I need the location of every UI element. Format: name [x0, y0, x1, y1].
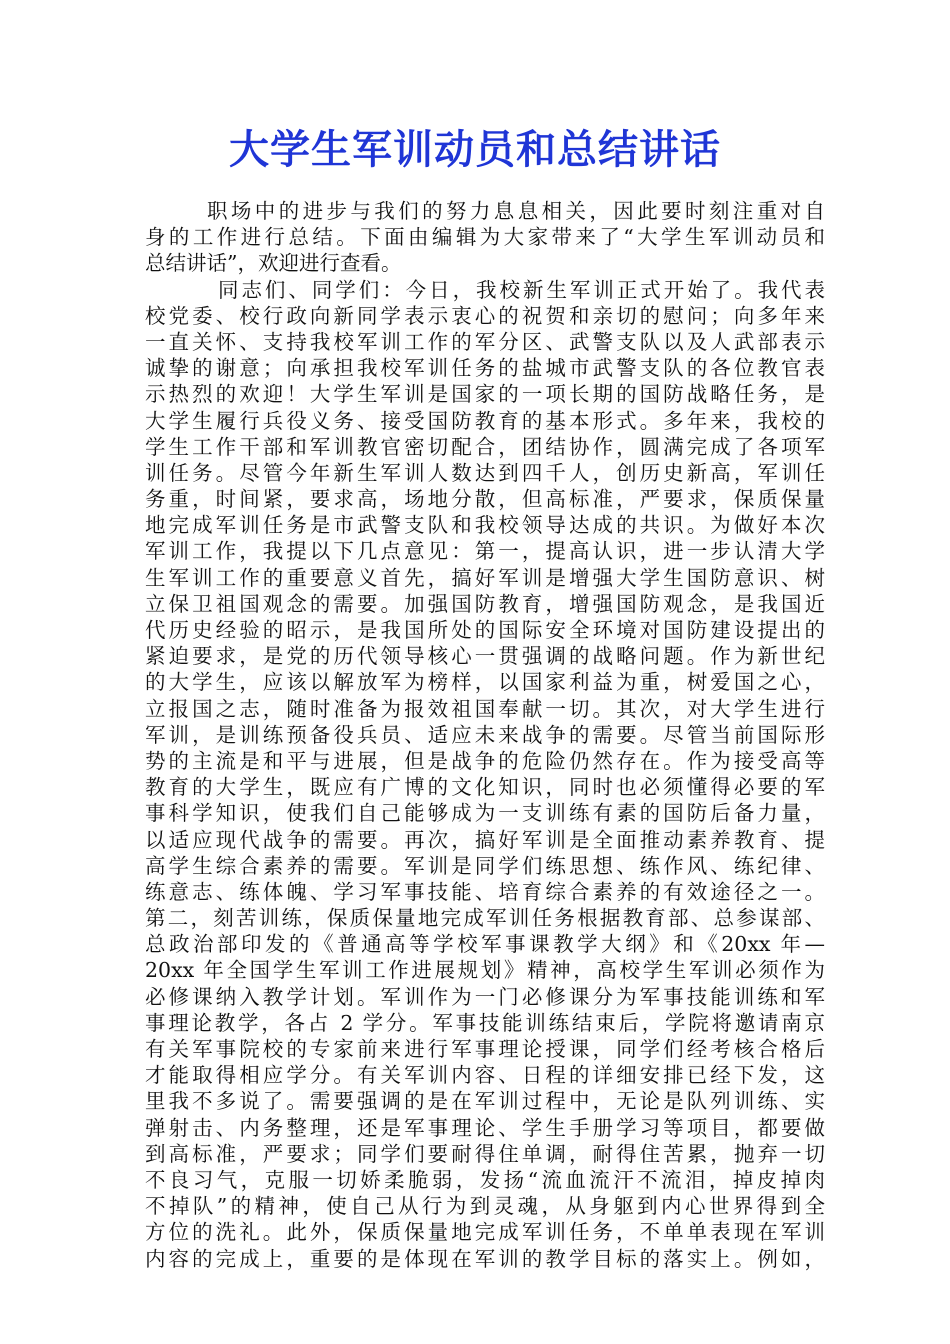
body-line: 学生工作干部和军训教官密切配合，团结协作，圆满完成了各项军 — [145, 434, 825, 459]
body-line: 才能取得相应学分。有关军训内容、日程的详细安排已经下发，这 — [145, 1063, 825, 1088]
body-line: 立保卫祖国观念的需要。加强国防教育，增强国防观念，是我国近 — [145, 591, 825, 616]
body-line: 里我不多说了。需要强调的是在军训过程中，无论是队列训练、实 — [145, 1089, 825, 1114]
body-line: 务重，时间紧，要求高，场地分散，但高标准，严要求，保质保量 — [145, 487, 825, 512]
body-line: 教育的大学生，既应有广博的文化知识，同时也必须懂得必要的军 — [145, 775, 825, 800]
body-line: 第二，刻苦训练，保质保量地完成军训任务根据教育部、总参谋部、 — [145, 906, 825, 931]
body-line: 军训，是训练预备役兵员、适应未来战争的需要。尽管当前国际形 — [145, 722, 825, 747]
body-line: 内容的完成上，重要的是体现在军训的教学目标的落实上。例如， — [145, 1246, 825, 1271]
body-line: 不掉队”的精神，使自己从行为到灵魂，从身躯到内心世界得到全 — [145, 1194, 825, 1219]
body-line: 地完成军训任务是市武警支队和我校领导达成的共识。为做好本次 — [145, 513, 825, 538]
body-line: 高学生综合素养的需要。军训是同学们练思想、练作风、练纪律、 — [145, 853, 825, 878]
body-line: 有关军事院校的专家前来进行军事理论授课，同学们经考核合格后 — [145, 1037, 825, 1061]
body-line: 练意志、练体魄、学习军事技能、培育综合素养的有效途径之一。 — [145, 879, 825, 904]
body-line: 一直关怀、支持我校军训工作的军分区、武警支队以及人武部表示 — [145, 329, 825, 354]
body-line: 20xx 年全国学生军训工作进展规划》精神，高校学生军训必须作为 — [145, 958, 825, 983]
body-line: 必修课纳入教学计划。军训作为一门必修课分为军事技能训练和军 — [145, 984, 825, 1009]
body-line: 弹射击、内务整理，还是军事理论、学生手册学习等项目，都要做 — [145, 1115, 825, 1140]
body-line: 不良习气，克服一切娇柔脆弱，发扬“流血流汗不流泪，掉皮掉肉 — [145, 1167, 825, 1192]
body-line: 的大学生，应该以解放军为榜样，以国家利益为重，树爱国之心， — [145, 670, 825, 695]
body-line: 事理论教学，各占 2 学分。军事技能训练结束后，学院将邀请南京 — [145, 1010, 825, 1035]
body-line: 校党委、校行政向新同学表示衷心的祝贺和亲切的慰问；向多年来 — [145, 303, 825, 328]
document-body — [145, 198, 825, 1272]
body-line: 立报国之志，随时准备为报效祖国奉献一切。其次，对大学生进行 — [145, 696, 825, 721]
body-line: 生军训工作的重要意义首先，搞好军训是增强大学生国防意识、树 — [145, 565, 825, 590]
body-line: 同志们、同学们：今日，我校新生军训正式开始了。我代表 — [218, 277, 825, 302]
body-line: 诚挚的谢意；向承担我校军训任务的盐城市武警支队的各位教官表 — [145, 356, 825, 381]
intro-line: 身的工作进行总结。下面由编辑为大家带来了“大学生军训动员和 — [145, 225, 825, 250]
body-line: 示热烈的欢迎！大学生军训是国家的一项长期的国防战略任务，是 — [145, 382, 825, 407]
body-line: 到高标准，严要求；同学们要耐得住单调，耐得住苦累，抛弃一切 — [145, 1141, 825, 1166]
body-line: 事科学知识，使我们自己能够成为一支训练有素的国防后备力量， — [145, 801, 825, 826]
body-line: 方位的洗礼。此外，保质保量地完成军训任务，不单单表现在军训 — [145, 1220, 825, 1245]
body-line: 军训工作，我提以下几点意见：第一，提高认识，进一步认清大学 — [145, 539, 825, 564]
body-line: 总政治部印发的《普通高等学校军事课教学大纲》和《20xx 年— — [145, 932, 825, 957]
intro-line: 职场中的进步与我们的努力息息相关，因此要时刻注重对自 — [207, 199, 825, 223]
body-line: 训任务。尽管今年新生军训人数达到四千人，创历史新高，军训任 — [145, 460, 825, 485]
document-title: 大学生军训动员和总结讲话 — [229, 126, 721, 173]
body-line: 代历史经验的昭示，是我国所处的国际安全环境对国防建设提出的 — [145, 618, 825, 642]
body-line: 以适应现代战争的需要。再次，搞好军训是全面推动素养教育、提 — [145, 827, 825, 852]
body-line: 大学生履行兵役义务、接受国防教育的基本形式。多年来，我校的 — [145, 408, 825, 433]
intro-line: 总结讲话”，欢迎进行查看。 — [145, 251, 402, 276]
body-line: 紧迫要求，是党的历代领导核心一贯强调的战略问题。作为新世纪 — [145, 644, 825, 669]
body-line: 势的主流是和平与进展，但是战争的危险仍然存在。作为接受高等 — [145, 748, 825, 773]
